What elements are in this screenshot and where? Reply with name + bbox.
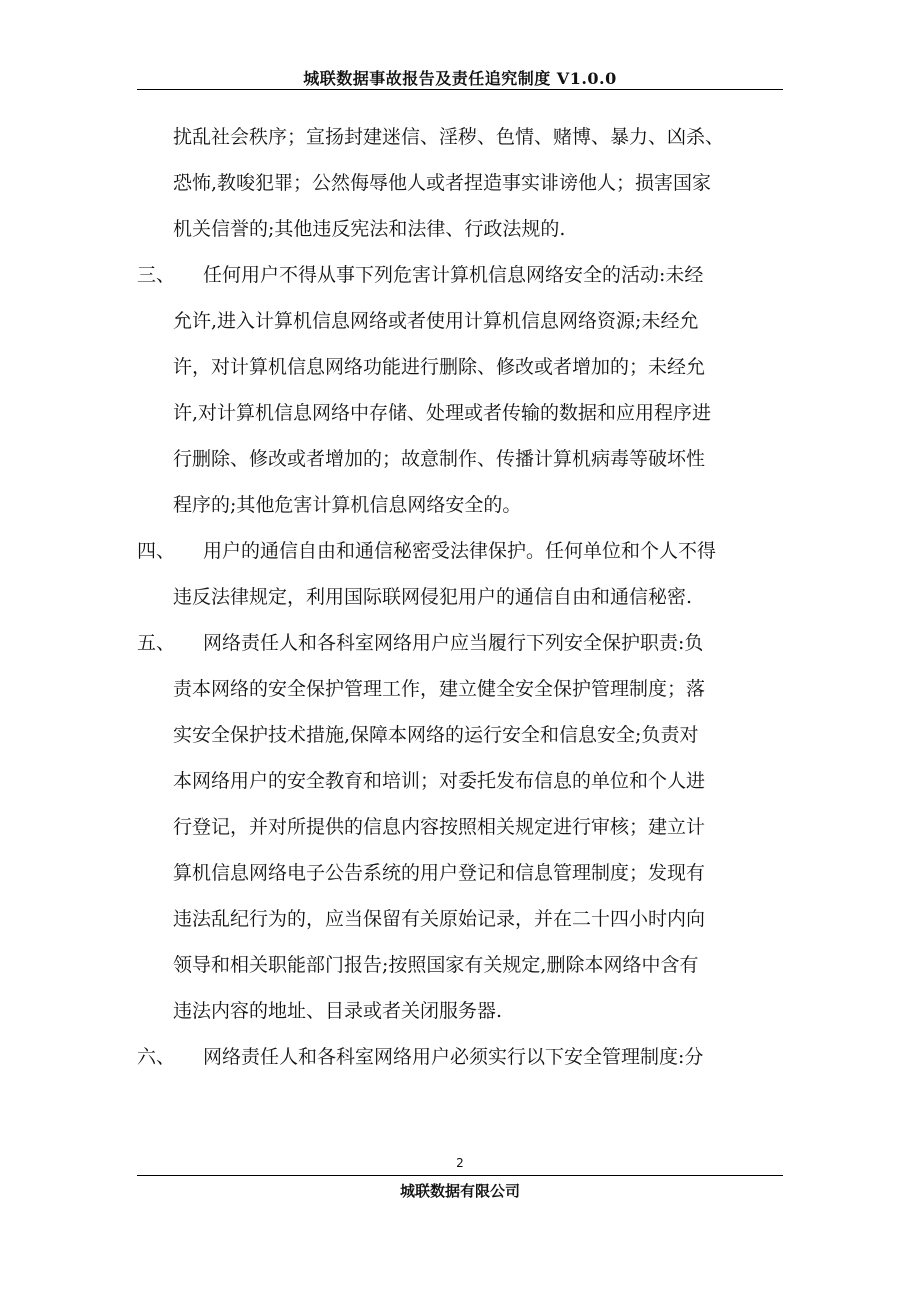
text-line: 机关信誉的;其他违反宪法和法律、行政法规的. <box>173 218 566 240</box>
text-line: 算机信息网络电子公告系统的用户登记和信息管理制度；发现有 <box>173 862 706 884</box>
list-number: 四、 <box>137 540 176 562</box>
list-item-5: 五、 网络责任人和各科室网络用户应当履行下列安全保护职责:负 <box>137 620 783 666</box>
document-title: 城联数据事故报告及责任追究制度 V1.0.0 <box>303 69 617 88</box>
text-line: 实安全保护技术措施,保障本网络的运行安全和信息安全;负责对 <box>173 724 699 746</box>
header-divider <box>137 89 783 90</box>
page-number: 2 <box>456 1156 464 1170</box>
list-number: 六、 <box>137 1046 176 1068</box>
text-line: 恐怖,教唆犯罪；公然侮辱他人或者捏造事实诽谤他人；损害国家 <box>173 172 712 194</box>
text-line: 责本网络的安全保护管理工作，建立健全安全保护管理制度；落 <box>173 678 706 700</box>
text-line: 程序的;其他危害计算机信息网络安全的。 <box>173 494 522 516</box>
list-item-6: 六、 网络责任人和各科室网络用户必须实行以下安全管理制度:分 <box>137 1034 783 1080</box>
text-line: 违法乱纪行为的，应当保留有关原始记录，并在二十四小时内向 <box>173 908 706 930</box>
list-number: 五、 <box>137 632 176 654</box>
text-line: 本网络用户的安全教育和培训；对委托发布信息的单位和个人进 <box>173 770 706 792</box>
text-line: 违法内容的地址、目录或者关闭服务器. <box>173 1000 503 1022</box>
text-line: 行登记，并对所提供的信息内容按照相关规定进行审核；建立计 <box>173 816 706 838</box>
text-line: 允许,进入计算机信息网络或者使用计算机信息网络资源;未经允 <box>173 310 699 332</box>
text-line: 许，对计算机信息网络功能进行删除、修改或者增加的；未经允 <box>173 356 706 378</box>
footer-divider <box>137 1175 783 1176</box>
document-body <box>137 114 783 1080</box>
text-line: 领导和相关职能部门报告;按照国家有关规定,删除本网络中含有 <box>173 954 699 976</box>
text-line: 行删除、修改或者增加的；故意制作、传播计算机病毒等破坏性 <box>173 448 706 470</box>
text-line: 许,对计算机信息网络中存储、处理或者传输的数据和应用程序进 <box>173 402 712 424</box>
list-item-3: 三、 任何用户不得从事下列危害计算机信息网络安全的活动:未经 <box>137 252 783 298</box>
list-item-4: 四、 用户的通信自由和通信秘密受法律保护。任何单位和个人不得 <box>137 528 783 574</box>
text-line: 违反法律规定，利用国际联网侵犯用户的通信自由和通信秘密. <box>173 586 693 608</box>
list-number: 三、 <box>137 264 176 286</box>
text-line: 扰乱社会秩序；宣扬封建迷信、淫秽、色情、赌博、暴力、凶杀、 <box>173 126 725 148</box>
footer-company-name: 城联数据有限公司 <box>399 1182 520 1200</box>
